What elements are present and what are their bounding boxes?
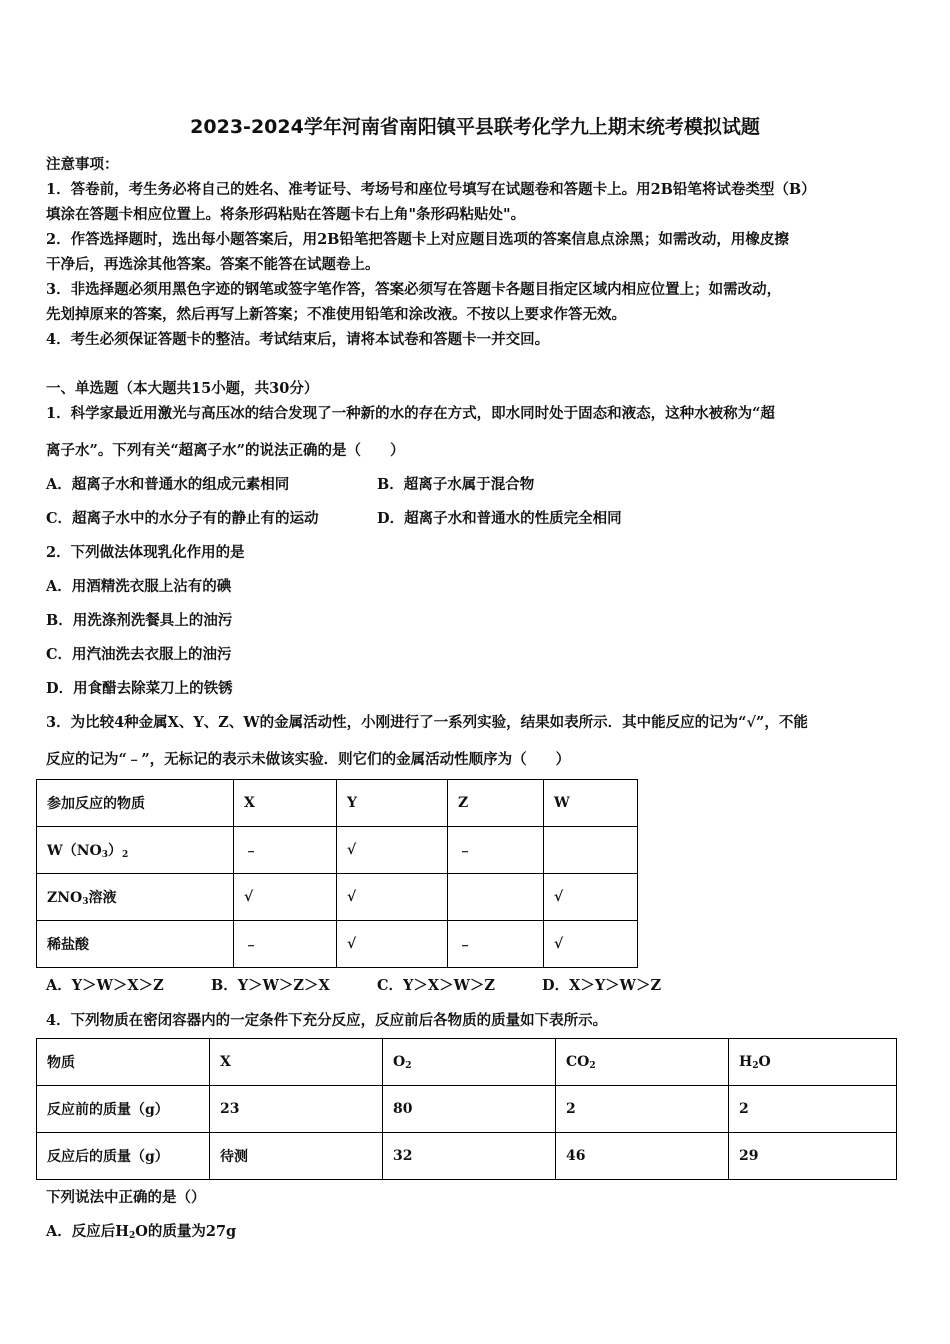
notice-line-3: 2．作答选择题时，选出每小题答案后，用2B铅笔把答题卡上对应题目选项的答案信息点涂黑；如需改动，用橡皮擦 bbox=[46, 231, 789, 248]
q2-option-c: C．用汽油洗去衣服上的油污 bbox=[46, 646, 232, 663]
q3-row2-label: $ZNO_3$溶液 bbox=[37, 874, 234, 921]
table-row bbox=[37, 874, 638, 921]
q4-stem: 4．下列物质在密闭容器内的一定条件下充分反应，反应前后各物质的质量如下表所示。 bbox=[46, 1012, 608, 1029]
q3-row1-label: $W(NO_3)_2$ bbox=[37, 827, 234, 874]
table-cell: 32 bbox=[383, 1133, 556, 1180]
table-row bbox=[37, 921, 638, 968]
section-heading: 一、单选题（本大题共15小题，共30分） bbox=[46, 380, 319, 397]
q3-option-a: A．Y＞W＞X＞Z bbox=[46, 977, 164, 994]
q1-stem-line-1: 1．科学家最近用激光与高压冰的结合发现了一种新的水的存在方式，即水同时处于固态和液态，这种水被称为“超 bbox=[46, 405, 775, 422]
notice-heading: 注意事项： bbox=[46, 156, 119, 173]
notice-line-6: 先划掉原来的答案，然后再写上新答案；不准使用铅笔和涂改液。不按以上要求作答无效。 bbox=[46, 306, 626, 323]
q4-header-x: X bbox=[210, 1039, 383, 1086]
q3-header-x: X bbox=[234, 780, 337, 827]
table-cell: 2 bbox=[556, 1086, 729, 1133]
q4-table-header-row bbox=[37, 1039, 897, 1086]
table-cell: ﹣ bbox=[448, 827, 544, 874]
q4-header-h2o: $H_2O$ bbox=[729, 1039, 897, 1086]
q4-header-substance: 物质 bbox=[37, 1039, 210, 1086]
table-cell: ﹣ bbox=[234, 921, 337, 968]
q3-header-z: Z bbox=[448, 780, 544, 827]
table-cell: ﹣ bbox=[234, 827, 337, 874]
q2-option-a: A．用酒精洗衣服上沾有的碘 bbox=[46, 578, 232, 595]
q4-header-co2: $CO_2$ bbox=[556, 1039, 729, 1086]
table-cell: √ bbox=[337, 921, 448, 968]
q4-row-after-label: 反应后的质量（g） bbox=[37, 1133, 210, 1180]
q4-table bbox=[36, 1038, 897, 1180]
table-row bbox=[37, 1086, 897, 1133]
q3-option-b: B．Y＞W＞Z＞X bbox=[211, 977, 330, 994]
q1-option-b: B．超离子水属于混合物 bbox=[377, 476, 535, 493]
q3-header-w: W bbox=[544, 780, 638, 827]
page-title: 2023-2024学年河南省南阳镇平县联考化学九上期末统考模拟试题 bbox=[190, 116, 760, 138]
q3-row3-label: 稀盐酸 bbox=[37, 921, 234, 968]
table-cell: 待测 bbox=[210, 1133, 383, 1180]
q3-option-d: D．X＞Y＞W＞Z bbox=[542, 977, 662, 994]
q3-header-y: Y bbox=[337, 780, 448, 827]
q2-option-d: D．用食醋去除菜刀上的铁锈 bbox=[46, 680, 233, 697]
table-cell: √ bbox=[234, 874, 337, 921]
table-row bbox=[37, 1133, 897, 1180]
notice-line-1: 1．答卷前，考生务必将自己的姓名、准考证号、考场号和座位号填写在试题卷和答题卡上。用2B铅笔将试卷类型（B） bbox=[46, 181, 816, 198]
q4-row-before-label: 反应前的质量（g） bbox=[37, 1086, 210, 1133]
q2-stem: 2．下列做法体现乳化作用的是 bbox=[46, 544, 245, 561]
q3-option-c: C．Y＞X＞W＞Z bbox=[377, 977, 496, 994]
q4-followup: 下列说法中正确的是（） bbox=[46, 1189, 206, 1206]
table-cell: 29 bbox=[729, 1133, 897, 1180]
table-cell bbox=[448, 874, 544, 921]
q1-option-c: C．超离子水中的水分子有的静止有的运动 bbox=[46, 510, 319, 527]
table-cell: ﹣ bbox=[448, 921, 544, 968]
table-cell: 23 bbox=[210, 1086, 383, 1133]
q3-stem-line-1: 3．为比较4种金属X、Y、Z、W的金属活动性，小刚进行了一系列实验，结果如表所示．其中能反应的记为“√”，不能 bbox=[46, 714, 808, 731]
q1-option-a: A．超离子水和普通水的组成元素相同 bbox=[46, 476, 290, 493]
q2-option-b: B．用洗涤剂洗餐具上的油污 bbox=[46, 612, 233, 629]
notice-line-7: 4．考生必须保证答题卡的整洁。考试结束后，请将本试卷和答题卡一并交回。 bbox=[46, 331, 550, 348]
table-cell: 2 bbox=[729, 1086, 897, 1133]
table-cell: √ bbox=[337, 827, 448, 874]
table-cell: 46 bbox=[556, 1133, 729, 1180]
table-cell: √ bbox=[544, 874, 638, 921]
q3-table bbox=[36, 779, 638, 968]
q3-header-substance: 参加反应的物质 bbox=[37, 780, 234, 827]
table-row bbox=[37, 827, 638, 874]
table-cell: 80 bbox=[383, 1086, 556, 1133]
table-cell: √ bbox=[337, 874, 448, 921]
q4-header-o2: $O_2$ bbox=[383, 1039, 556, 1086]
notice-line-4: 干净后，再选涂其他答案。答案不能答在试题卷上。 bbox=[46, 256, 380, 273]
q4-option-a: A．反应后$H_2O$的质量为27g bbox=[46, 1223, 237, 1241]
table-cell bbox=[544, 827, 638, 874]
notice-line-2: 填涂在答题卡相应位置上。将条形码粘贴在答题卡右上角"条形码粘贴处"。 bbox=[46, 206, 526, 223]
table-cell: √ bbox=[544, 921, 638, 968]
q3-table-header-row bbox=[37, 780, 638, 827]
q3-stem-line-2: 反应的记为“﹣”，无标记的表示未做该实验．则它们的金属活动性顺序为（ ） bbox=[46, 751, 571, 768]
q1-option-d: D．超离子水和普通水的性质完全相同 bbox=[377, 510, 622, 527]
notice-line-5: 3．非选择题必须用黑色字迹的钢笔或签字笔作答，答案必须写在答题卡各题目指定区域内相应位置上；如需改动， bbox=[46, 281, 782, 298]
q1-stem-line-2: 离子水”。下列有关“超离子水”的说法正确的是（ ） bbox=[46, 442, 405, 459]
